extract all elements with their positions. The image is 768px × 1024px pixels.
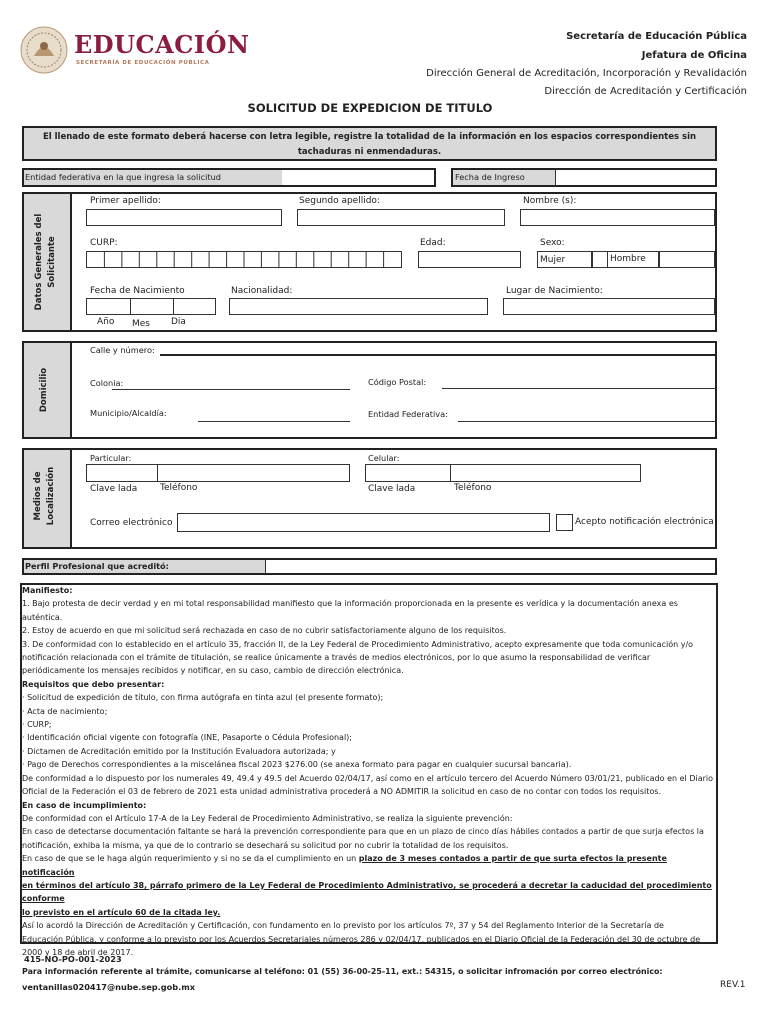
- footer-info: Para información referente al trámite, comunicarse al teléfono: 01 (55) 36-00-25-11, ext.: 54315, o solicitar infromación por correo electrónico:: [22, 967, 663, 976]
- perfil-label: Perfil Profesional que acreditó:: [25, 561, 169, 571]
- perfil-row[interactable]: [22, 558, 717, 575]
- datos-section-label: Datos Generales del Solicitante: [34, 213, 57, 311]
- celular-telefono-label: Teléfono: [454, 483, 492, 493]
- dia-label: Dia: [171, 317, 186, 327]
- requisito-item: · Acta de nacimiento;: [22, 706, 108, 716]
- colonia-label: Colonia:: [90, 378, 124, 388]
- curp-field[interactable]: [86, 251, 402, 268]
- manifiesto-p2: 2. Estoy de acuerdo en que mi solicitud será rechazada en caso de no cubrir satisfactoriamente alguno de los requisitos.: [22, 626, 507, 636]
- requisito-item: · Dictamen de Acreditación emitido por la Institución Evaluadora autorizada; y: [22, 746, 336, 756]
- nacionalidad-field[interactable]: [229, 298, 488, 315]
- manifiesto-text: [22, 584, 716, 959]
- celular-lada-field[interactable]: [365, 464, 451, 482]
- correo-label: Correo electrónico: [90, 518, 173, 528]
- requisito-item: · CURP;: [22, 720, 52, 730]
- nombre-label: Nombre (s):: [523, 196, 577, 206]
- org-line-3: Dirección General de Acreditación, Incorporación y Revalidación: [426, 68, 747, 79]
- mujer-label: Mujer: [540, 255, 566, 265]
- segundo-apellido-field[interactable]: [297, 209, 505, 226]
- nombre-field[interactable]: [520, 209, 715, 226]
- medios-section-label: Medios de Localización: [33, 466, 56, 526]
- incumplimiento-3c: en términos del artículo 38, párrafo primero de la Ley Federal de Procedimiento Administrativo, se procederá a decretar la caducidad del procedimiento conforme: [22, 880, 712, 904]
- hombre-label: Hombre: [610, 254, 646, 264]
- entidad-fed-field[interactable]: [458, 409, 716, 422]
- fecha-ingreso-label: Fecha de Ingreso: [455, 172, 525, 182]
- acuerdo-c: 2000 y 18 de abril de 2017.: [22, 947, 134, 957]
- manifiesto-p3a: 3. De conformidad con lo establecido en el artículo 35, fracción II, de la Ley Federal de Procedimiento Administrativo, acepto expresamente que toda comunicación y/o: [22, 639, 694, 649]
- footer-rev: REV.1: [720, 980, 746, 990]
- lugar-nac-field[interactable]: [503, 298, 715, 315]
- colonia-field[interactable]: [112, 377, 350, 390]
- lugar-nac-label: Lugar de Nacimiento:: [506, 286, 603, 296]
- celular-telefono-field[interactable]: [450, 464, 641, 482]
- segundo-apellido-label: Segundo apellido:: [299, 196, 380, 206]
- sexo-hombre-check[interactable]: [659, 251, 715, 268]
- incumplimiento-3a-line: [22, 852, 716, 879]
- curp-label: CURP:: [90, 238, 118, 248]
- manifiesto-title: Manifiesto:: [22, 586, 73, 595]
- cp-label: Código Postal:: [368, 377, 427, 387]
- notice-text: El llenado de este formato deberá hacerse con letra legible, registre la totalidad de la información en los espacios correspondientes sin tachaduras ni enmendaduras.: [42, 132, 697, 157]
- notice-box: [22, 126, 717, 161]
- edad-field[interactable]: [418, 251, 521, 268]
- incumplimiento-2b: notificación, exhiba la misma, ya que de lo contrario se desechará su solicitud por no cubrir la totalidad de los requisitos.: [22, 840, 509, 850]
- nacionalidad-label: Nacionalidad:: [231, 286, 293, 296]
- logo-word: EDUCACIÓN: [74, 30, 250, 59]
- sexo-mujer-field[interactable]: [537, 251, 592, 268]
- domicilio-section-label: Domicilio: [39, 367, 49, 413]
- footer-code: 415-NO-PO-001-2023: [24, 954, 122, 964]
- manifiesto-p1b: auténtica.: [22, 612, 63, 622]
- celular-label: Celular:: [368, 453, 400, 463]
- particular-telefono-label: Teléfono: [160, 483, 198, 493]
- incumplimiento-3d: lo previsto en el artículo 60 de la citada ley.: [22, 907, 221, 917]
- acuerdo-b: Educación Pública, y conforme a lo previsto por los Acuerdos Secretariales números 286 y 02/04/17, publicados en el Diario Oficial de la Federación del 30 de octubre de: [22, 934, 701, 944]
- conformidad-a: De conformidad a lo dispuesto por los numerales 49, 49.4 y 49.5 del Acuerdo 02/04/17, así como en el artículo tercero del Acuerdo Número 03/01/21, publicado en el Diario: [22, 773, 714, 783]
- manifiesto-p1a: 1. Bajo protesta de decir verdad y en mi total responsabilidad manifiesto que la información proporcionada en la presente es verídica y la documentación anexa es: [22, 599, 678, 609]
- fecha-nac-label: Fecha de Nacimiento: [90, 286, 185, 296]
- org-line-2: Jefatura de Oficina: [641, 50, 747, 61]
- incumplimiento-3b: plazo de 3 meses contados a partir de que surta efectos la presente notificación: [22, 854, 667, 877]
- entidad-label: Entidad federativa en la que ingresa la solicitud: [25, 172, 221, 182]
- incumplimiento-1: De conformidad con el Artículo 17-A de la Ley Federal de Procedimiento Administrativo, se realiza la siguiente prevención:: [22, 813, 513, 823]
- calle-label: Calle y número:: [90, 345, 155, 355]
- anio-label: Año: [97, 317, 115, 327]
- calle-field[interactable]: [160, 342, 717, 356]
- edad-label: Edad:: [420, 238, 446, 248]
- requisito-item: · Identificación oficial vigente con fotografía (INE, Pasaporte o Cédula Profesional);: [22, 733, 352, 743]
- acuerdo-a: Así lo acordó la Dirección de Acreditación y Certificación, con fundamento en lo previsto por los artículos 7º, 37 y 54 del Reglamento Interior de la Secretaría de: [22, 921, 664, 931]
- org-line-1: Secretaría de Educación Pública: [566, 31, 747, 42]
- fecha-ingreso-row[interactable]: [451, 168, 717, 187]
- header-org-block: [426, 27, 747, 102]
- sep-logo-emblem: [20, 26, 68, 74]
- cp-field[interactable]: [442, 376, 716, 389]
- entidad-fed-label: Entidad Federativa:: [368, 409, 448, 419]
- municipio-field[interactable]: [198, 409, 350, 422]
- entidad-row: [22, 168, 436, 187]
- sexo-hombre-field[interactable]: [607, 251, 659, 268]
- incumplimiento-2a: En caso de detectarse documentación faltante se hará la prevención correspondiente para que en un plazo de cinco días hábiles contados a partir de que surja efectos la: [22, 827, 704, 837]
- footer-email[interactable]: ventanillas020417@nube.sep.gob.mx: [22, 982, 196, 992]
- requisito-item: · Pago de Derechos correspondientes a la miscelánea fiscal 2023 $276.00 (se anexa formato para pagar en cualquier sucursal bancaria).: [22, 760, 572, 770]
- requisitos-title: Requisitos que debo presentar:: [22, 679, 165, 689]
- mes-label: Mes: [132, 319, 150, 329]
- particular-label: Particular:: [90, 453, 132, 463]
- acepto-label: Acepto notificación electrónica: [575, 517, 714, 527]
- fecha-nac-field[interactable]: [86, 298, 216, 315]
- requisito-item: · Solicitud de expedición de título, con firma autógrafa en tinta azul (el presente formato);: [22, 693, 384, 703]
- org-line-4: Dirección de Acreditación y Certificación: [544, 86, 747, 97]
- particular-lada-field[interactable]: [86, 464, 158, 482]
- incumplimiento-3a: En caso de que se le haga algún requerimiento y si no se da el cumplimiento en un: [22, 854, 359, 864]
- logo-subtitle: SECRETARÍA DE EDUCACIÓN PÚBLICA: [76, 60, 210, 66]
- conformidad-b: Oficial de la Federación el 03 de febrero de 2021 esta unidad administrativa procederá a NO ADMITIR la solicitud en caso de no contar con todos los requisitos.: [22, 787, 661, 797]
- sexo-label: Sexo:: [540, 238, 565, 248]
- manifiesto-p3b: notificación relacionada con el trámite de titulación, se realice únicamente a través de medios electrónicos, por lo que asumo la responsabilidad de verificar: [22, 653, 651, 663]
- celular-lada-label: Clave lada: [368, 484, 416, 494]
- acepto-checkbox[interactable]: [556, 514, 573, 531]
- sexo-mujer-check[interactable]: [592, 251, 608, 268]
- primer-apellido-label: Primer apellido:: [90, 196, 161, 206]
- incumplimiento-title: En caso de incumplimiento:: [22, 800, 147, 810]
- particular-lada-label: Clave lada: [90, 484, 138, 494]
- page-title: SOLICITUD DE EXPEDICION DE TITULO: [247, 101, 493, 115]
- manifiesto-p3c: periódicamente los mensajes recibidos y notificar, en su caso, cambio de dirección electrónica.: [22, 666, 404, 676]
- particular-telefono-field[interactable]: [157, 464, 350, 482]
- correo-field[interactable]: [177, 513, 550, 532]
- municipio-label: Municipio/Alcaldía:: [90, 408, 167, 418]
- primer-apellido-field[interactable]: [86, 209, 282, 226]
